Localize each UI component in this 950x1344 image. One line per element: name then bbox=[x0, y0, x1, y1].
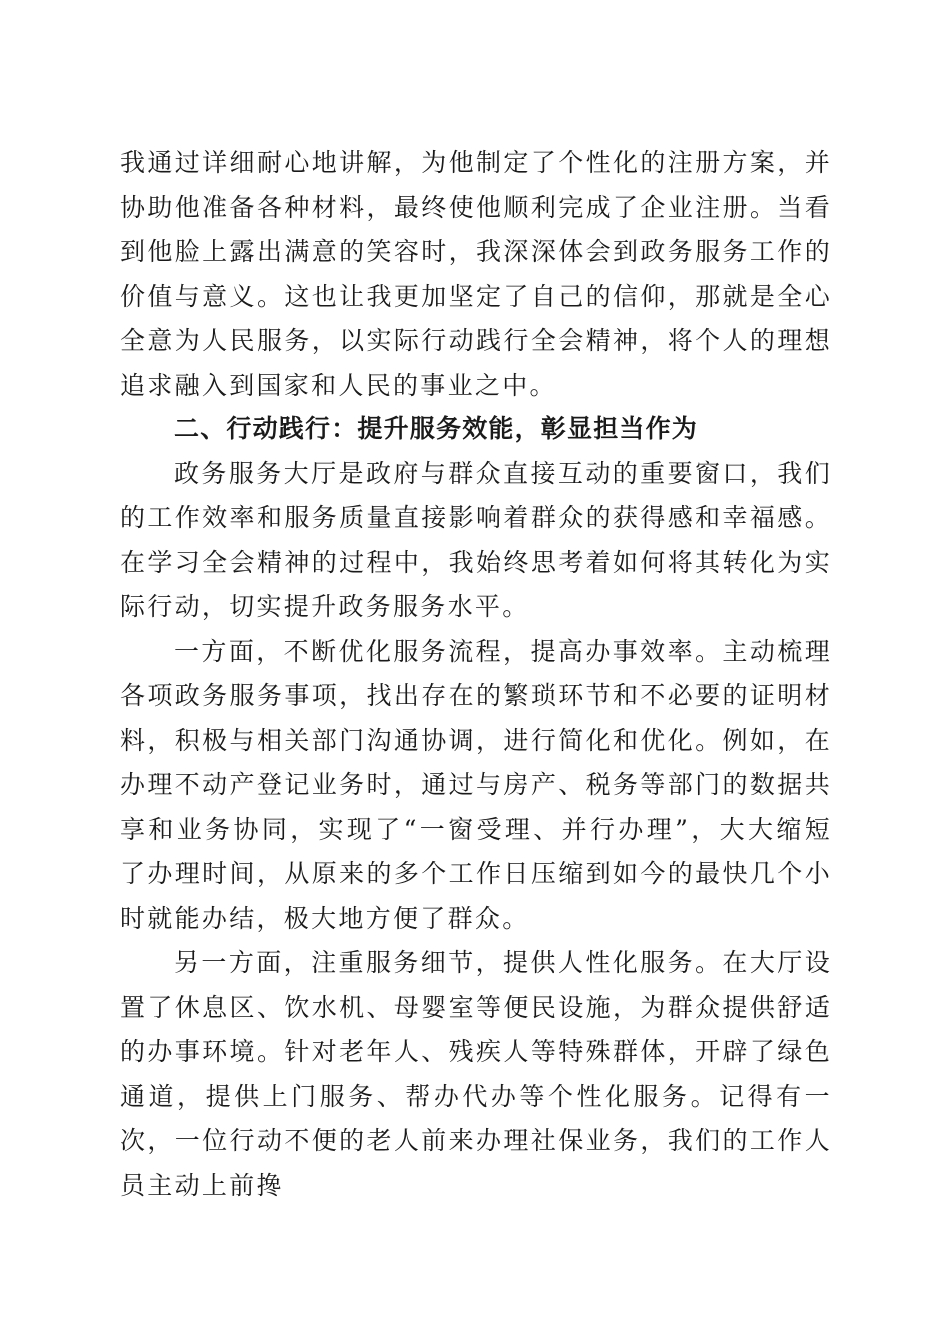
paragraph-continued: 我通过详细耐心地讲解，为他制定了个性化的注册方案，并协助他准备各种材料，最终使他顺利完成了企业注册。当看到他脸上露出满意的笑容时，我深深体会到政务服务工作的价值与意义。这也让我更加坚定了自己的信仰，那就是全心全意为人民服务，以实际行动践行全会精神，将个人的理想追求融入到国家和人民的事业之中。 bbox=[120, 148, 832, 400]
paragraph-intro: 政务服务大厅是政府与群众直接互动的重要窗口，我们的工作效率和服务质量直接影响着群众的获得感和幸福感。在学习全会精神的过程中，我始终思考着如何将其转化为实际行动，切实提升政务服务水平。 bbox=[120, 458, 832, 621]
section-heading: 二、行动践行：提升服务效能，彰显担当作为 bbox=[174, 414, 699, 443]
text-block-main bbox=[120, 407, 832, 1208]
text-block-top bbox=[120, 141, 832, 408]
paragraph-process: 一方面，不断优化服务流程，提高办事效率。主动梳理各项政务服务事项，找出存在的繁琐环节和不必要的证明材料，积极与相关部门沟通协调，进行简化和优化。例如，在办理不动产登记业务时，通过与房产、税务等部门的数据共享和业务协同，实现了“一窗受理、并行办理”，大大缩短了办理时间，从原来的多个工作日压缩到如今的最快几个小时就能办结，极大地方便了群众。 bbox=[120, 636, 832, 933]
paragraph-details: 另一方面，注重服务细节，提供人性化服务。在大厅设置了休息区、饮水机、母婴室等便民设施，为群众提供舒适的办事环境。针对老年人、残疾人等特殊群体，开辟了绿色通道，提供上门服务、帮办代办等个性化服务。记得有一次，一位行动不便的老人前来办理社保业务，我们的工作人员主动上前搀 bbox=[120, 948, 832, 1200]
